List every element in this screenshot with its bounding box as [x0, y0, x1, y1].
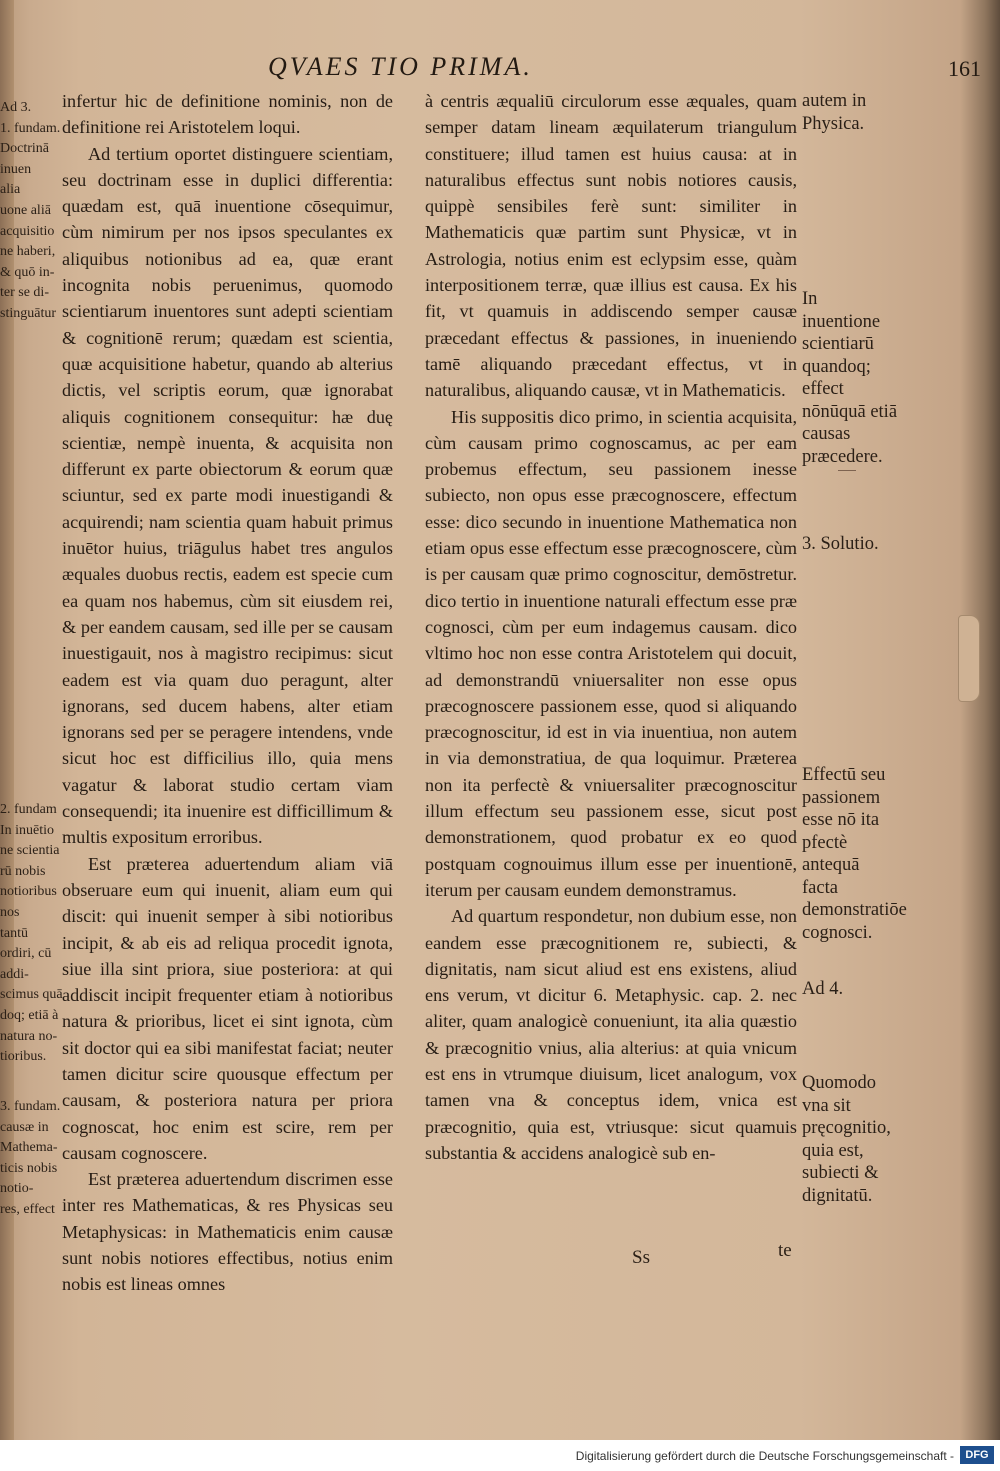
right-margin-note-5: Ad 4. [802, 979, 844, 999]
signature-mark: Ss [632, 1247, 650, 1268]
left-paragraph-2: Ad tertium oportet distinguere scientiam, seu doctrinam esse in duplici differentia: quædam est, quā inuentione cōsequimur, cùm nimirum per nos ipsos speculantes ex aliquibus notionibus ad ea, quæ erant incognita nobis peruenimus, quomodo scientiarum inuentores sunt adepti scientiam & cognitionē rerum; quædam est scientia, quæ acquisitione habetur, quando ab alterius dictis, vel scriptis eorum, quæ ignorabat aliquis cognitionem consequitur: hæ duę scientiæ, nempè inuenta, & acquisita non differunt ex parte obiectorum & eorum quæ sciuntur, sed ex parte modi inuestigandi & acquirendi; nam scientia quam habuit primus inuētor huius, triāgulus habet tres angulos æquales duobus rectis, eadem est specie cum ea quam nos habemus, cùm sit eiusdem rei, & per eandem causam, sed ille per se causam inuestigauit, nos à magistro recipimus: sicut eadem est via quam duo peragunt, alter ignorans, sed ducem habens, alter etiam ignorans sed per se peragere intendens, vnde sicut hoc est difficilius illo, quia mens vagatur & laborat studio certam viam consequendi; ita inuenire est difficillimum & multis expositum erroribus. [62, 143, 393, 848]
page-edge-tab [958, 615, 980, 702]
page-number: 161 [948, 56, 981, 81]
right-paragraph-3: Ad quartum respondetur, non dubium esse, non eandem esse præcognitionem re, subiecti, & dignitatis, nam sicut aliud est ens existens, aliud ens verum, vt dicitur 6. Metaphysic. cap. 2. nec aliter, quam analogicè conueniunt, ita alia quæstio & præcognitio vnius, alia alterius: at quia vnicum est ens in vtrumque diuisum, licet analogum, vox tamen vna & conceptus idem, vnica est præcognitio, quia est, vtriusque: sicut quamuis substantia & accidens analogicè sub en- [425, 906, 797, 1163]
left-paragraph-4: Est præterea aduertendum discrimen esse inter res Mathematicas, & res Physicas seu Metaphysicas: in Mathematicis enim causæ sunt nobis notiores effectibus, notius enim nobis est lineas omnes [62, 1169, 393, 1295]
left-margin-note-2: 2. fundam In inuētio ne scientia rū nobis notioribus nos tantū ordiri, cū addi- scimus quā doq; etiā à natura no- tioribus. [0, 802, 63, 1065]
footer-credit-text: Digitalisierung gefördert durch die Deutsche Forschungsgemeinschaft - [575, 1449, 954, 1463]
right-margin-note-2: In inuentione scientiarū quandoq; effect nōnūquā etiā causas præcedere. [802, 289, 898, 467]
left-margin-note-1: Ad 3. 1. fundam. Doctrinā inuen alia uone aliā acquisitio ne haberi, & quō in- ter se di- stinguātur [0, 100, 61, 321]
right-paragraph-2: His suppositis dico primo, in scientia acquisita, cùm causam primo cognoscamus, ac per eam probemus effectum, seu passionem inesse subiecto, non opus esse præcognoscere, effectum esse: dico secundo in inuentione Mathematica non etiam opus esse effectum esse præcognoscere, cùm is per causam quæ primo cognoscitur, demōstretur. dico tertio in inuentione naturali effectum esse præ cognosci, cùm per eum indagemus causam. dico vltimo hoc non esse contra Aristotelem qui docuit, ad demonstrandū vniuersaliter non esse opus præcognoscere passionem esse, quod si aliquando præcognoscitur, id est in via inuentiua, non autem in via demonstratiua, de qua loquimur. Præterea non ita perfectè & vniuersaliter præcognoscitur illum effectum seu passionem esse, sicut post demonstrationem, quod probatur ex eo quod postquam cognouimus illum esse per inuentionē, iterum per causam eundem demonstramus. [425, 406, 797, 900]
right-margin-note-4: Effectū seu passionem esse nō ita pfectè antequā facta demonstratiōe cognosci. [802, 765, 907, 943]
right-margin-note-1: autem in Physica. [802, 91, 867, 134]
right-margin-note-3: 3. Solutio. [802, 534, 879, 554]
left-paragraph-3: Est præterea aduertendum aliam viā obseruare eum qui inuenit, aliam eum qui discit: qui inuenit semper à sibi notioribus incipit, & ab eis ad reliqua procedit ignota, siue illa sint priora, siue posteriora: at qui addiscit incipit frequenter etiam à notioribus natura & prioribus, licet ei sint ignota, cùm sit doctor qui ea sibi manifestat faciat; neuter tamen dicitur scire quousque effectum per causam, & posteriora natura per priora cognoscat, hoc enim est scire, rem per causam cognoscere. [62, 853, 393, 1163]
left-margin-note-3: 3. fundam. causæ in Mathema- ticis nobis notio- res, effect [0, 1099, 61, 1217]
catchword: te [778, 1240, 792, 1261]
left-paragraph-1: infertur hic de definitione nominis, non de definitione rei Aristotelem loqui. [62, 91, 393, 138]
right-paragraph-1: à centris æqualiū circulorum esse æquales, quam semper datam lineam æquilaterum triangulum constituere; illud tamen est huius causa: at in naturalibus effectus sunt nobis notiores causis, quippè sensibiles ferè sunt: similiter in Mathematicis quæ partim sunt Physicæ, vt in Astrologia, notius enim est eclypsim esse, quàm interpositionem terræ, quæ illius est causa. Ex his fit, vt quamuis in addiscendo semper causæ præcedant effectus & passiones, in inueniendo tamē aliquando præcedant effectus, vt in naturalibus, aliquando causæ, vt in Mathematicis. [425, 91, 797, 401]
digitization-footer [0, 1440, 1000, 1471]
margin-dash [838, 470, 856, 471]
left-text-column [62, 88, 393, 1298]
right-margin-note-6: Quomodo vna sit pręcognitio, quia est, subiecti & dignitatū. [802, 1073, 891, 1206]
running-header-title: QVAES TIO PRIMA. [268, 52, 533, 81]
right-text-column [425, 88, 797, 1166]
dfg-logo-icon: DFG [960, 1446, 994, 1464]
